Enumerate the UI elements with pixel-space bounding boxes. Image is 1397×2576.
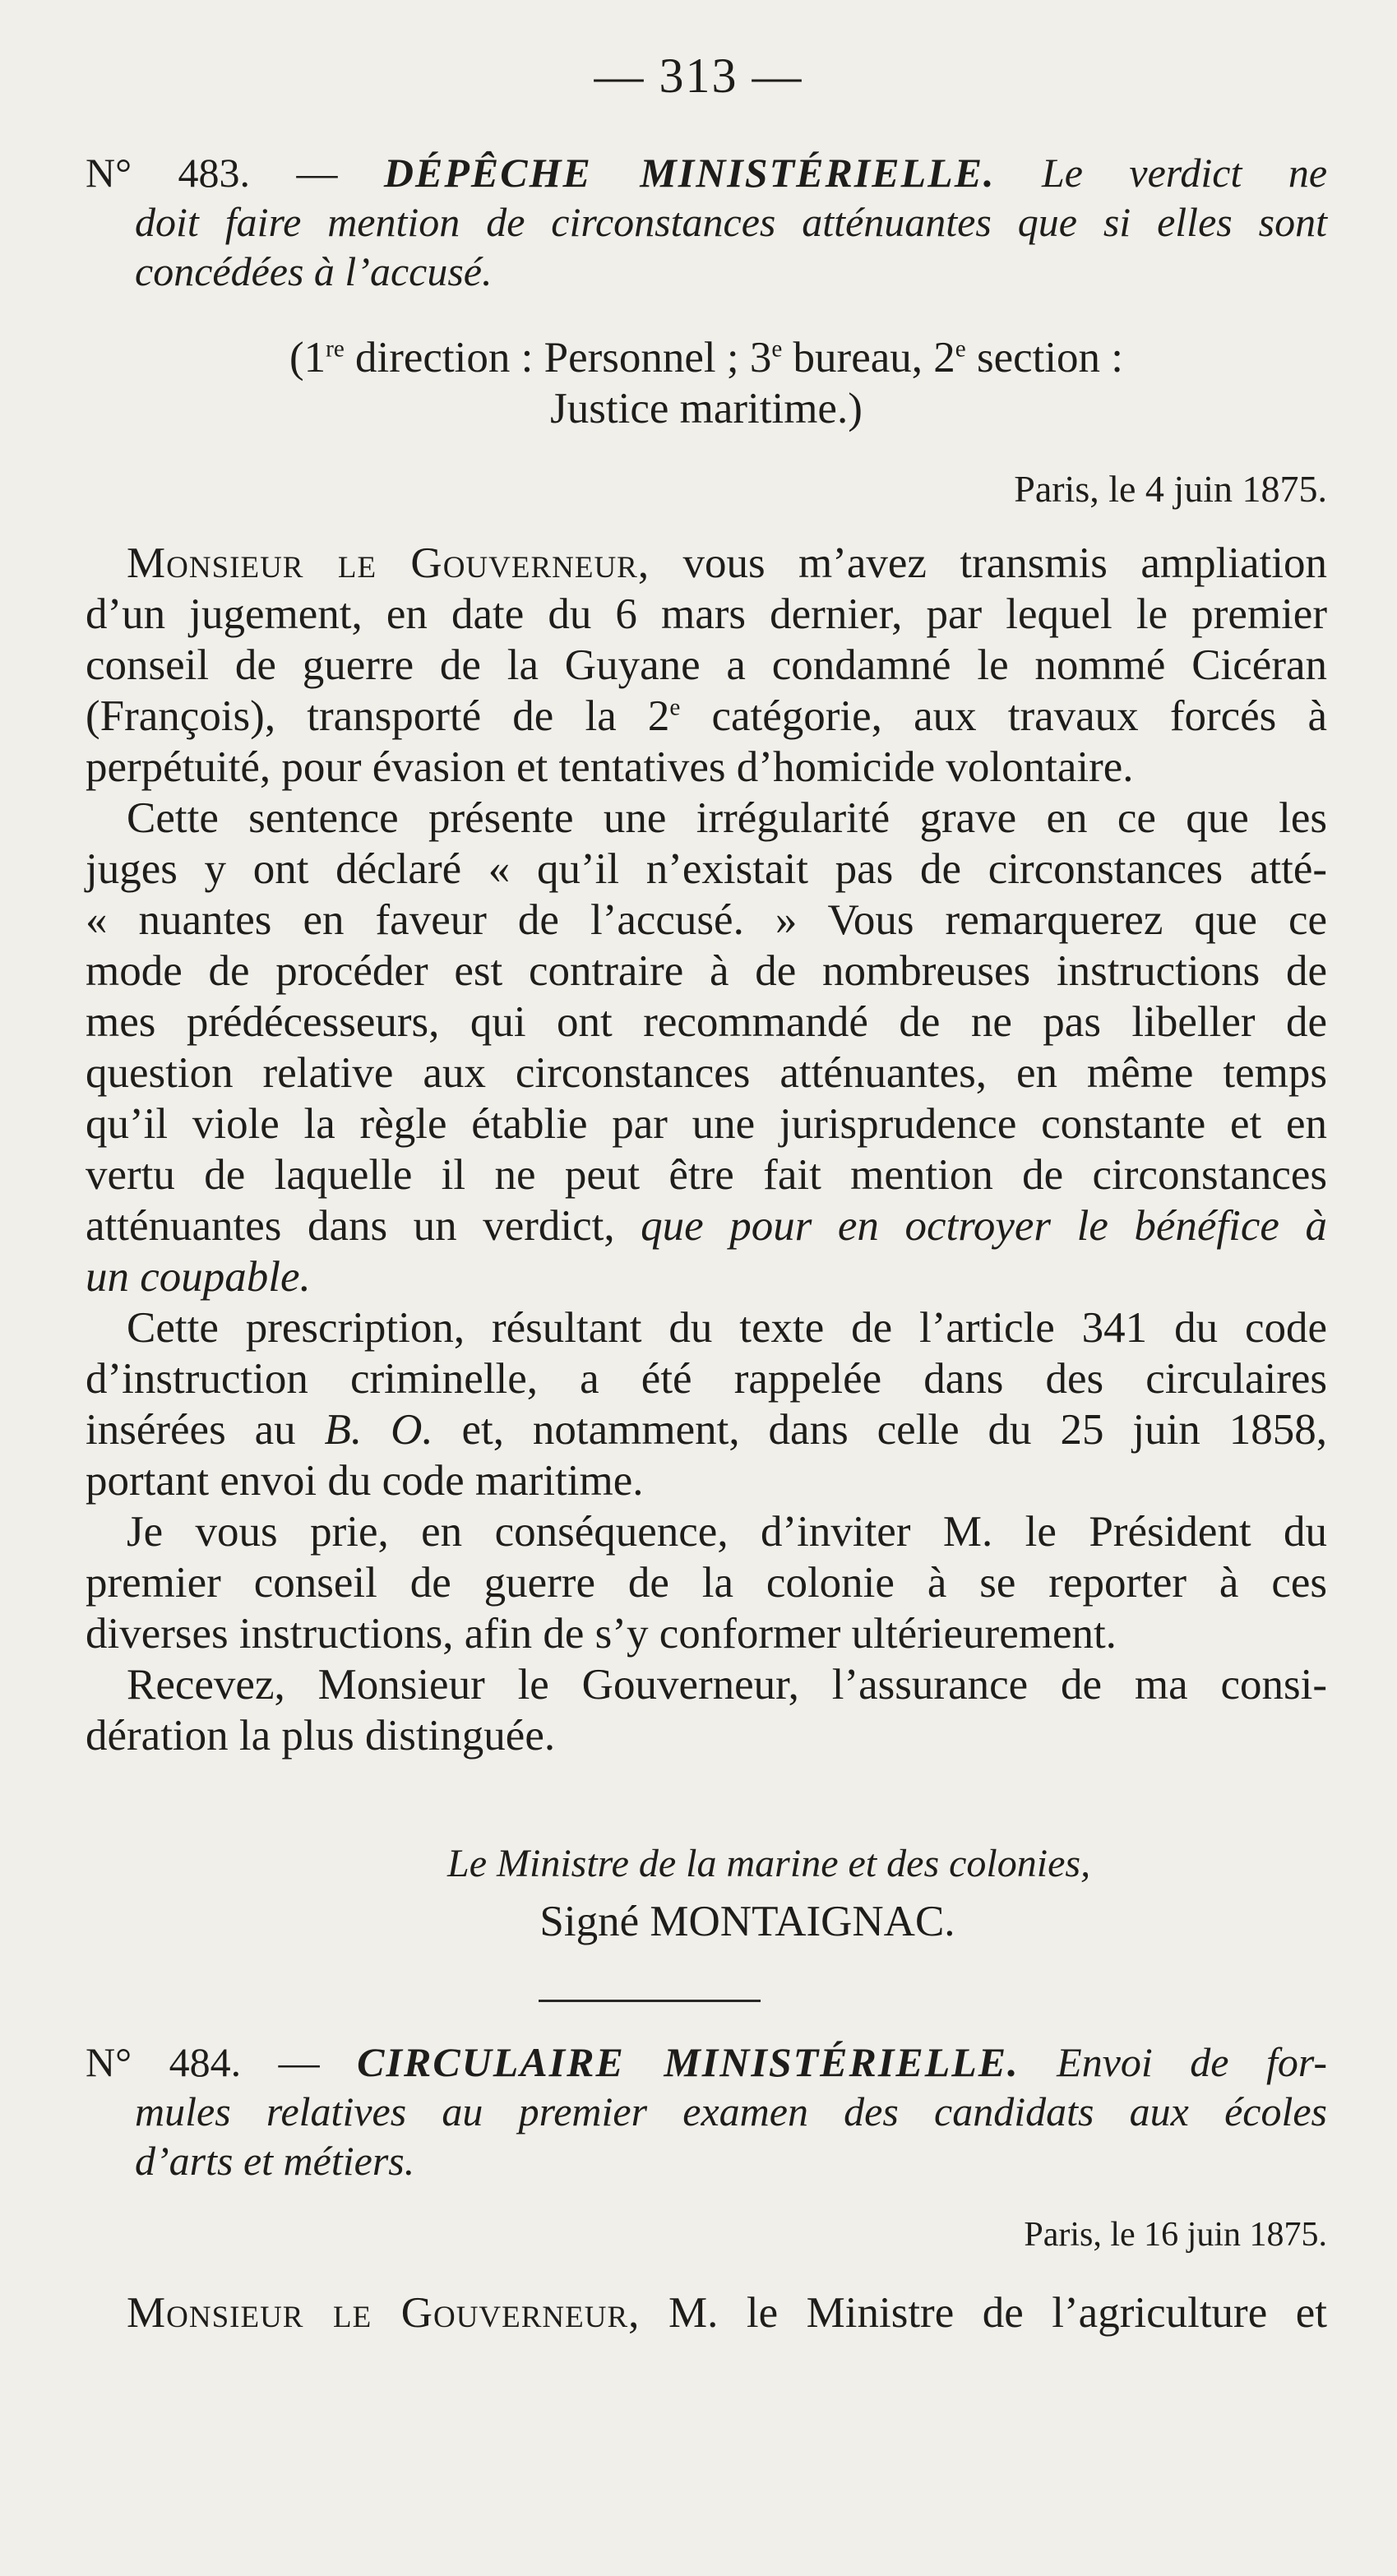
- doc483-line: question relative aux circonstances atténuantes, en même temps: [86, 1049, 1327, 1097]
- doc483-line: juges y ont déclaré « qu’il n’existait pas de circonstances atté-: [86, 845, 1327, 893]
- doc483-salutation: Monsieur le Gouverneur,: [127, 539, 650, 587]
- doc483-signature-name: Signé MONTAIGNAC.: [539, 1898, 955, 1945]
- doc483-line: conseil de guerre de la Guyane a condamné le nommé Cicéran: [86, 641, 1327, 689]
- doc483-line: Recevez, Monsieur le Gouverneur, l’assurance de ma consi-: [127, 1661, 1327, 1709]
- doc483-line: insérées au B. O. et, notamment, dans celle du 25 juin 1858,: [86, 1406, 1327, 1454]
- doc483-number: N° 483. —: [86, 150, 384, 196]
- doc483-summary-3: concédées à l’accusé.: [135, 248, 493, 294]
- doc483-line: un coupable.: [86, 1253, 311, 1301]
- doc483-direction-line1: (1re direction : Personnel ; 3e bureau, 2e section :: [289, 334, 1124, 382]
- doc484-heading: N° 484. — CIRCULAIRE MINISTÉRIELLE. Envoi de for- mules relatives au premier examen des candidats aux écoles d’arts et métiers.: [86, 2039, 1328, 2184]
- doc483-line: « nuantes en faveur de l’accusé. » Vous remarquerez que ce: [86, 896, 1327, 944]
- doc484-type: CIRCULAIRE MINISTÉRIELLE.: [357, 2039, 1020, 2085]
- doc483-line: mes prédécesseurs, qui ont recommandé de ne pas libeller de: [86, 998, 1327, 1046]
- doc484-summary-3: d’arts et métiers.: [135, 2138, 415, 2184]
- doc484-salutation: Monsieur le Gouverneur,: [127, 2289, 641, 2337]
- doc483-signature-title: Le Ministre de la marine et des colonies,: [447, 1842, 1091, 1885]
- doc484-number: N° 484. —: [86, 2039, 358, 2085]
- doc483-line: diverses instructions, afin de s’y conformer ultérieurement.: [86, 1610, 1117, 1658]
- page-number: — 313 —: [594, 49, 803, 103]
- doc483-summary-1: Le verdict ne: [995, 150, 1328, 196]
- doc483-line: Cette prescription, résultant du texte de l’article 341 du code: [127, 1304, 1327, 1352]
- doc483-summary-2: doit faire mention de circonstances atténuantes que si elles sont: [135, 199, 1327, 245]
- doc484-summary-2: mules relatives au premier examen des candidats aux écoles: [135, 2088, 1327, 2134]
- doc483-line: d’instruction criminelle, a été rappelée dans des circulaires: [86, 1355, 1327, 1403]
- doc483-heading: [86, 148, 1327, 296]
- doc483-line: portant envoi du code maritime.: [86, 1457, 644, 1505]
- doc483-line: premier conseil de guerre de la colonie à se reporter à ces: [86, 1559, 1327, 1607]
- doc483-line: atténuantes dans un verdict, que pour en octroyer le bénéfice à: [86, 1202, 1327, 1250]
- doc483-line: Je vous prie, en conséquence, d’inviter M. le Président du: [127, 1508, 1327, 1556]
- doc483-line: mode de procéder est contraire à de nombreuses instructions de: [86, 947, 1327, 995]
- doc483-line: Cette sentence présente une irrégularité grave en ce que les: [127, 794, 1327, 842]
- doc483-line: (François), transporté de la 2e catégorie, aux travaux forcés à: [86, 692, 1327, 740]
- doc483-line: dération la plus distinguée.: [86, 1712, 556, 1760]
- doc484-body: Monsieur le Gouverneur, M. le Ministre de l’agriculture et: [127, 2289, 1328, 2337]
- doc483-type: DÉPÊCHE MINISTÉRIELLE.: [383, 150, 996, 196]
- doc483-line: qu’il viole la règle établie par une jurisprudence constante et en: [86, 1100, 1327, 1148]
- doc483-date: Paris, le 4 juin 1875.: [1014, 468, 1327, 510]
- doc483-direction-line2: Justice maritime.): [550, 385, 863, 432]
- doc483-line: vertu de laquelle il ne peut être fait mention de circonstances: [86, 1151, 1327, 1199]
- doc483-direction: [86, 332, 1327, 434]
- doc483-line: perpétuité, pour évasion et tentatives d’homicide volontaire.: [86, 743, 1134, 791]
- doc483-body: Monsieur le Gouverneur, vous m’avez transmis ampliation d’un jugement, en date du 6 mars dernier, par lequel le premier conseil de guerre de la Guyane a condamné le nommé Cicéran (François), transporté de la 2e catégorie, aux travaux forcés à perpétuité, pour évasion et tentatives d’homicide volontaire. Cette sentence présente une irrégularité grave en ce que les juges y ont déclaré « qu’il n’existait pas de circonstances atté- « nuantes en faveur de l’accusé. » Vous remarquerez que ce mode de procéder est contraire à de nombreuses instructions de mes prédécesseurs, qui ont recommandé de ne pas libeller de question relative aux circonstances atténuantes, en même temps qu’il viole la règle établie par une jurisprudence constante et en vertu de laquelle il ne peut être fait mention de circonstances atténuantes dans un verdict, que pour en octroyer le bénéfice à un coupable. Cette prescription, résultant du texte de l’article 341 du code d’instruction criminelle, a été rappelée dans des circulaires insérées au B. O. et, notamment, dans celle du 25 juin 1858, portant envoi du code maritime. Je vous prie, en conséquence, d’inviter M. le Président du premier conseil de guerre de la colonie à se reporter à ces diverses instructions, afin de s’y conformer ultérieurement. Recevez, Monsieur le Gouverneur, l’assurance de ma consi- dération la plus distinguée.: [86, 539, 1327, 1760]
- doc483-line: d’un jugement, en date du 6 mars dernier, par lequel le premier: [86, 590, 1327, 638]
- section-divider: [539, 2000, 761, 2002]
- doc484-date: Paris, le 16 juin 1875.: [1024, 2216, 1327, 2254]
